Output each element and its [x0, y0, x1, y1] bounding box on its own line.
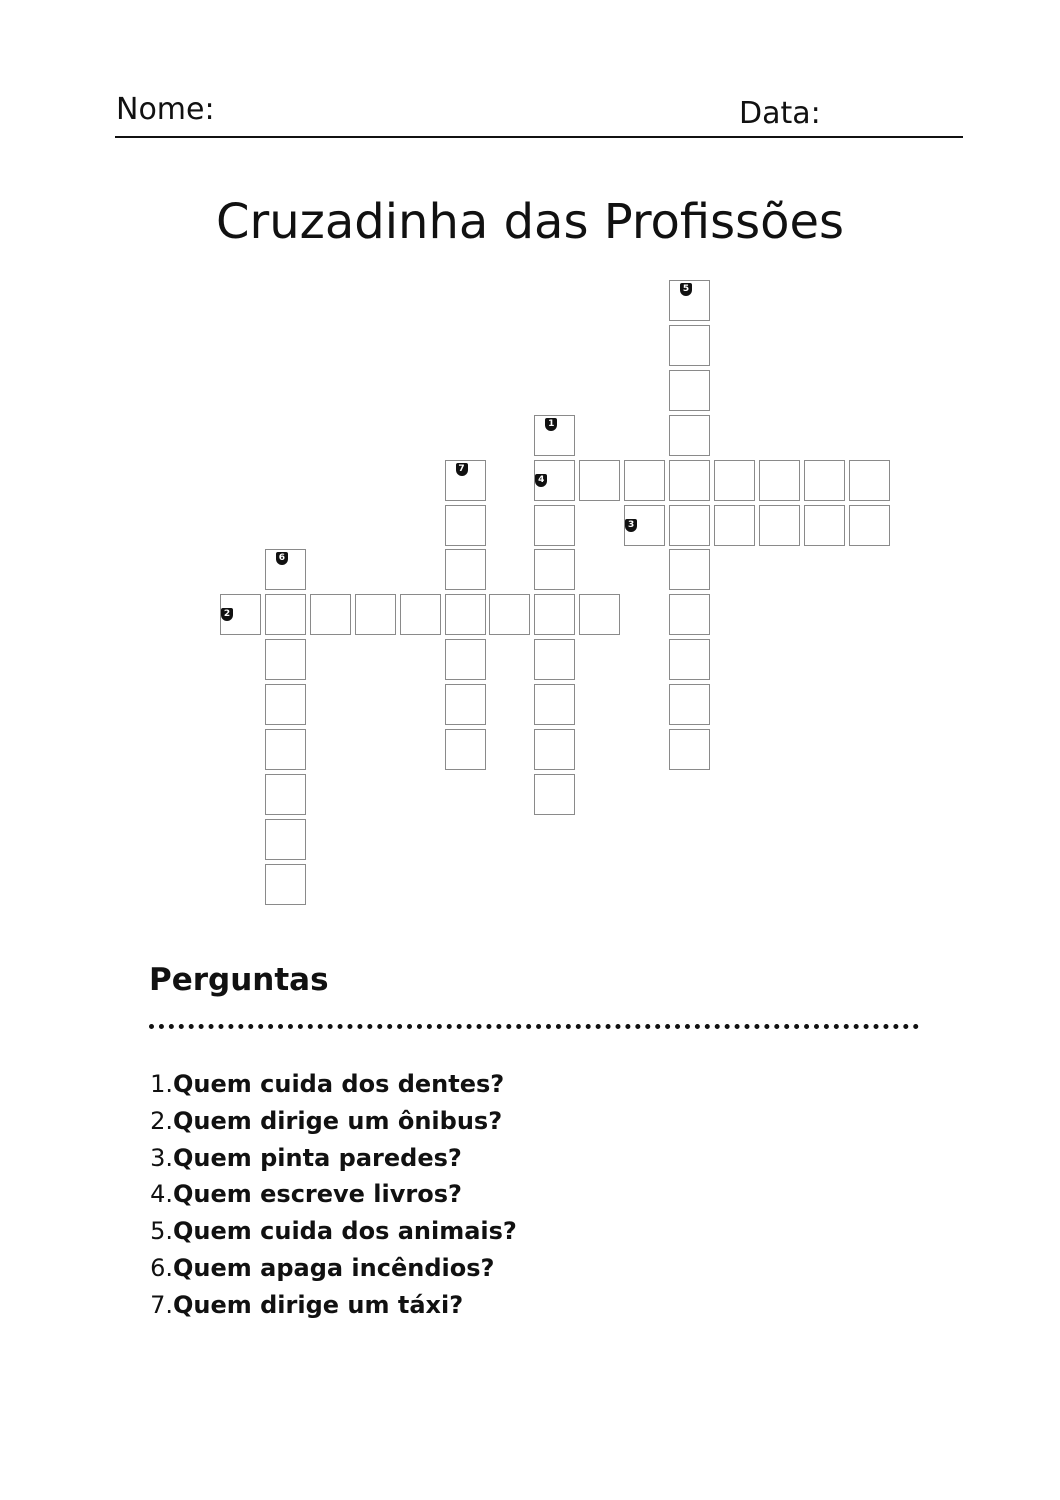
crossword-cell[interactable]	[445, 505, 486, 546]
crossword-cell[interactable]	[265, 864, 306, 905]
crossword-cell[interactable]	[669, 370, 710, 411]
crossword-cell[interactable]	[534, 774, 575, 815]
crossword-cell[interactable]	[534, 415, 575, 456]
crossword-cell[interactable]	[759, 460, 800, 501]
crossword-cell[interactable]	[669, 639, 710, 680]
crossword-cell[interactable]	[579, 594, 620, 635]
crossword-cell[interactable]	[669, 505, 710, 546]
clue-number-badge: 2	[221, 608, 233, 621]
clue-number-badge: 3	[625, 519, 637, 532]
name-label: Nome:	[116, 92, 215, 127]
crossword-cell[interactable]	[265, 684, 306, 725]
questions-list	[150, 1066, 517, 1324]
questions-heading: Perguntas	[149, 962, 329, 998]
crossword-cell[interactable]	[669, 415, 710, 456]
crossword-cell[interactable]	[265, 819, 306, 860]
question-item: 3.Quem pinta paredes?	[150, 1143, 462, 1172]
crossword-cell[interactable]	[534, 684, 575, 725]
crossword-cell[interactable]	[759, 505, 800, 546]
crossword-cell[interactable]	[669, 460, 710, 501]
crossword-cell[interactable]	[534, 639, 575, 680]
crossword-cell[interactable]	[849, 460, 890, 501]
clue-number-badge: 4	[535, 474, 547, 487]
crossword-cell[interactable]	[714, 460, 755, 501]
header-underline	[115, 136, 963, 138]
crossword-cell[interactable]	[579, 460, 620, 501]
crossword-cell[interactable]	[624, 460, 665, 501]
crossword-cell[interactable]	[310, 594, 351, 635]
dotted-divider	[149, 1024, 919, 1029]
crossword-cell[interactable]	[265, 729, 306, 770]
crossword-cell[interactable]	[489, 594, 530, 635]
crossword-cell[interactable]	[534, 549, 575, 590]
crossword-cell[interactable]	[355, 594, 396, 635]
question-item: 5.Quem cuida dos animais?	[150, 1217, 517, 1246]
crossword-cell[interactable]	[445, 549, 486, 590]
crossword-cell[interactable]	[669, 325, 710, 366]
crossword-cell[interactable]	[220, 594, 261, 635]
crossword-cell[interactable]	[669, 684, 710, 725]
question-item: 1.Quem cuida dos dentes?	[150, 1070, 505, 1098]
question-item: 6.Quem apaga incêndios?	[150, 1253, 495, 1282]
crossword-cell[interactable]	[445, 729, 486, 770]
crossword-cell[interactable]	[669, 549, 710, 590]
clue-number-badge: 7	[456, 463, 468, 476]
crossword-cell[interactable]	[265, 594, 306, 635]
crossword-cell[interactable]	[714, 505, 755, 546]
crossword-cell[interactable]	[804, 505, 845, 546]
crossword-cell[interactable]	[534, 594, 575, 635]
clue-number-badge: 6	[276, 552, 288, 565]
page-title: Cruzadinha das Profissões	[215, 194, 845, 250]
crossword-cell[interactable]	[534, 460, 575, 501]
crossword-cell[interactable]	[624, 505, 665, 546]
crossword-cell[interactable]	[849, 505, 890, 546]
crossword-cell[interactable]	[400, 594, 441, 635]
crossword-cell[interactable]	[534, 505, 575, 546]
question-item: 7.Quem dirige um táxi?	[150, 1290, 464, 1319]
crossword-cell[interactable]	[804, 460, 845, 501]
crossword-cell[interactable]	[265, 774, 306, 815]
crossword-cell[interactable]	[265, 639, 306, 680]
crossword-cell[interactable]	[265, 549, 306, 590]
date-label: Data:	[739, 96, 821, 131]
clue-number-badge: 1	[545, 418, 557, 431]
crossword-cell[interactable]	[669, 594, 710, 635]
crossword-cell[interactable]	[445, 594, 486, 635]
crossword-cell[interactable]	[445, 684, 486, 725]
crossword-cell[interactable]	[534, 729, 575, 770]
clue-number-badge: 5	[680, 283, 692, 296]
crossword-cell[interactable]	[669, 280, 710, 321]
crossword-cell[interactable]	[669, 729, 710, 770]
crossword-cell[interactable]	[445, 460, 486, 501]
crossword-cell[interactable]	[445, 639, 486, 680]
question-item: 4.Quem escreve livros?	[150, 1180, 462, 1209]
question-item: 2.Quem dirige um ônibus?	[150, 1106, 503, 1135]
